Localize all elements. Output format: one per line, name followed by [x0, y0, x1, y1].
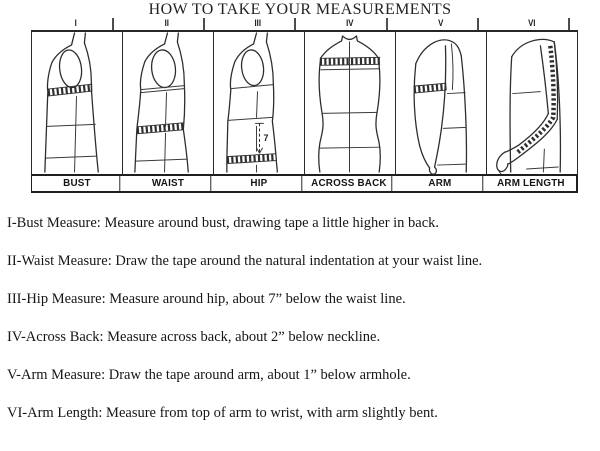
dress-form-hip-tape-icon	[214, 32, 304, 174]
page-title: HOW TO TAKE YOUR MEASUREMENTS	[148, 1, 452, 18]
waist-tape-band	[137, 126, 183, 130]
hip-offset-value: 7	[263, 133, 269, 144]
panel-arm	[396, 32, 487, 174]
panel-across-back	[305, 32, 396, 174]
panel-numeral-5: V	[404, 18, 479, 30]
hip-tape-band	[227, 157, 276, 160]
instructions-list	[7, 204, 596, 432]
panel-arm-length	[487, 32, 578, 174]
arm-tape-icon	[396, 32, 486, 174]
dress-form-across-back-tape-icon	[305, 32, 395, 174]
measurement-diagram	[31, 18, 578, 193]
dress-form-bust-tape-icon	[32, 32, 122, 174]
instruction-arm: V-Arm Measure: Draw the tape around arm, about 1” below armhole.	[7, 367, 411, 383]
instruction-arm-length: VI-Arm Length: Measure from top of arm to wrist, with arm slightly bent.	[7, 405, 438, 421]
panel-hip	[214, 32, 305, 174]
bent-arm-tape-icon	[487, 32, 577, 174]
dress-form-waist-tape-icon	[123, 32, 213, 174]
arm-length-tape	[517, 46, 554, 153]
instruction-bust: I-Bust Measure: Measure around bust, drawing tape a little higher in back.	[7, 215, 440, 231]
panel-figures-row	[31, 32, 578, 174]
panel-waist	[123, 32, 214, 174]
panel-numeral-2: II	[130, 18, 205, 30]
panel-label-waist: WAIST	[126, 176, 211, 191]
arm-tape-band	[414, 87, 447, 90]
panel-numeral-4: IV	[313, 18, 388, 30]
panel-labels-row	[31, 174, 578, 193]
instruction-hip: III-Hip Measure: Measure around hip, about 7” below the waist line.	[7, 291, 406, 307]
panel-numerals-row	[31, 18, 578, 32]
instruction-waist: II-Waist Measure: Draw the tape around the natural indentation at your waist line.	[7, 253, 483, 269]
panel-label-across-back: ACROSS BACK	[307, 176, 392, 191]
panel-numeral-6: VI	[495, 18, 570, 30]
panel-label-bust: BUST	[35, 176, 120, 191]
panel-numeral-3: III	[222, 18, 297, 30]
panel-numeral-1: I	[39, 18, 114, 30]
panel-label-hip: HIP	[216, 176, 301, 191]
instruction-across-back: IV-Across Back: Measure across back, about 2” below neckline.	[7, 329, 381, 345]
panel-label-arm: ARM	[398, 176, 483, 191]
panel-label-arm-length: ARM LENGTH	[497, 177, 565, 189]
panel-bust	[32, 32, 123, 174]
